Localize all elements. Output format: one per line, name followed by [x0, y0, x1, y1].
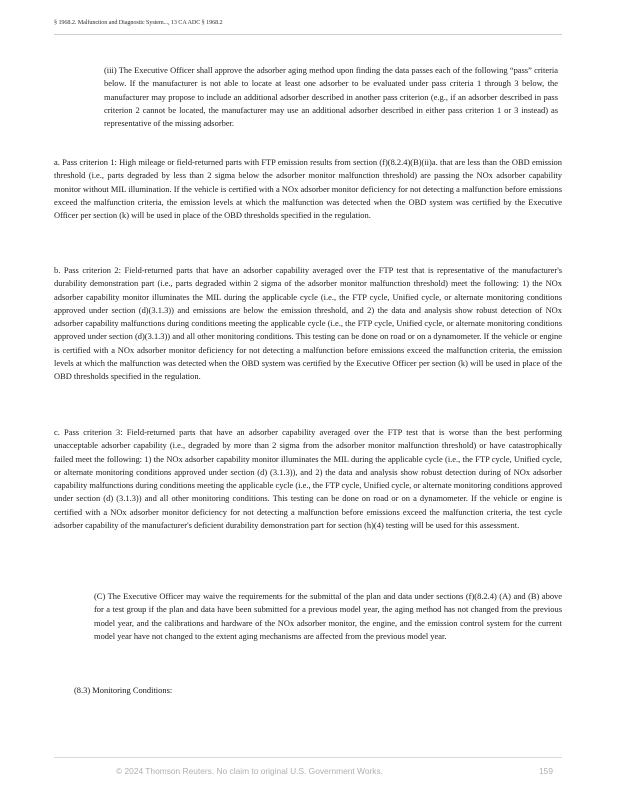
paragraph-waiver-C: (C) The Executive Officer may waive the requirements for the submittal of the plan and data under sections (f)(8.2.4) (A) and (B) above for a test group if the plan and data have been submitted for a previous model year, the aging method has not changed from the previous model year, and the calibrations and hardware of the NOx adsorber monitor, the engine, and the emission control system for the current model year have not changed to the extent aging mechanisms are affected from the previous model year. — [94, 591, 562, 641]
footer-divider — [54, 757, 562, 758]
paragraph-pass-criterion-3: c. Pass criterion 3: Field-returned parts that have an adsorber capability averaged over the FTP test that is worse than the best performing unacceptable adsorber capability (i.e., degraded by more than 2 sigma from the adsorber monitor malfunction threshold) or have catastrophically failed meet the following: 1) the NOx adsorber capability monitor illuminates the MIL during the applicable cycle (i.e., the FTP cycle, Unified cycle, or alternate monitoring conditions approved under section (d) (3.1.3)), and 2) the data and analysis show robust detection during of NOx adsorber capability malfunctions during conditions meeting the applicable cycle (i.e., the FTP cycle, Unified cycle, or alternate monitoring conditions approved under section (d) (3.1.3)) and all other monitoring conditions. This testing can be done on road or on a dynamometer. If the vehicle or engine is certified with a NOx adsorber monitor deficiency for not detecting a malfunction before emissions exceed the malfunction criteria, the test cycle adsorber capability of the manufacturer's deficient durability demonstration part for section (h)(4) testing will be used for this assessment. — [54, 427, 562, 531]
page-number: 159 — [539, 766, 553, 776]
paragraph-iii: (iii) The Executive Officer shall approve the adsorber aging method upon finding the data passes each of the following “pass” criteria below. If the manufacturer is not able to locate at least one adsorber to be evaluated under pass criteria 1 through 3 below, the manufacturer may propose to include an additional adsorber described in another pass criterion (e.g., if an adsorber described in pass criterion 2 cannot be located, the manufacturer may use an additional adsorber described in either pass criterion 1 or 3 instead) as representative of the missing adsorber. — [104, 65, 558, 129]
paragraph-pass-criterion-2: b. Pass criterion 2: Field-returned parts that have an adsorber capability averaged over the FTP test that is representative of the manufacturer's durability demonstration part (i.e., parts degraded within 2 sigma of the adsorber monitor malfunction threshold) meet the following: 1) the NOx adsorber capability monitor illuminates the MIL during the applicable cycle (i.e., the FTP cycle, Unified cycle, or alternate monitoring conditions approved under section (d)(3.1.3)) and emissions are below the emission threshold, and 2) the data and analysis show robust detection of NOx adsorber capability malfunctions during conditions meeting the applicable cycle (i.e., the FTP cycle, Unified cycle, or alternate monitoring conditions approved under section (d)(3.1.3)) and all other monitoring conditions. This testing can be done on road or on a dynamometer. If the vehicle or engine is certified with a NOx adsorber monitor deficiency for not detecting a malfunction before emissions exceed the malfunction criteria, the emission levels at which the malfunction was detected when the OBD system was certified by the Executive Officer per section (k) will be used in place of the OBD thresholds specified in the regulation. — [54, 265, 562, 382]
running-header: § 1968.2. Malfunction and Diagnostic System..., 13 CA ADC § 1968.2 — [54, 19, 223, 26]
header-divider — [54, 34, 562, 35]
section-heading-8-3: (8.3) Monitoring Conditions: — [74, 685, 173, 695]
footer-copyright: © 2024 Thomson Reuters. No claim to original U.S. Government Works. — [116, 766, 383, 776]
paragraph-pass-criterion-1: a. Pass criterion 1: High mileage or field-returned parts with FTP emission results from section (f)(8.2.4)(B)(ii)a. that are less than the OBD emission threshold (i.e., parts degraded by less than 2 sigma below the adsorber monitor malfunction threshold) are passing the NOx adsorber capability monitor without MIL illumination. If the vehicle is certified with a NOx adsorber monitor deficiency for not detecting a malfunction before emissions exceed the malfunction criteria, the emission levels at which the malfunction was detected when the OBD system was certified by the Executive Officer per section (k) will be used in place of the OBD thresholds specified in the regulation. — [54, 157, 562, 221]
